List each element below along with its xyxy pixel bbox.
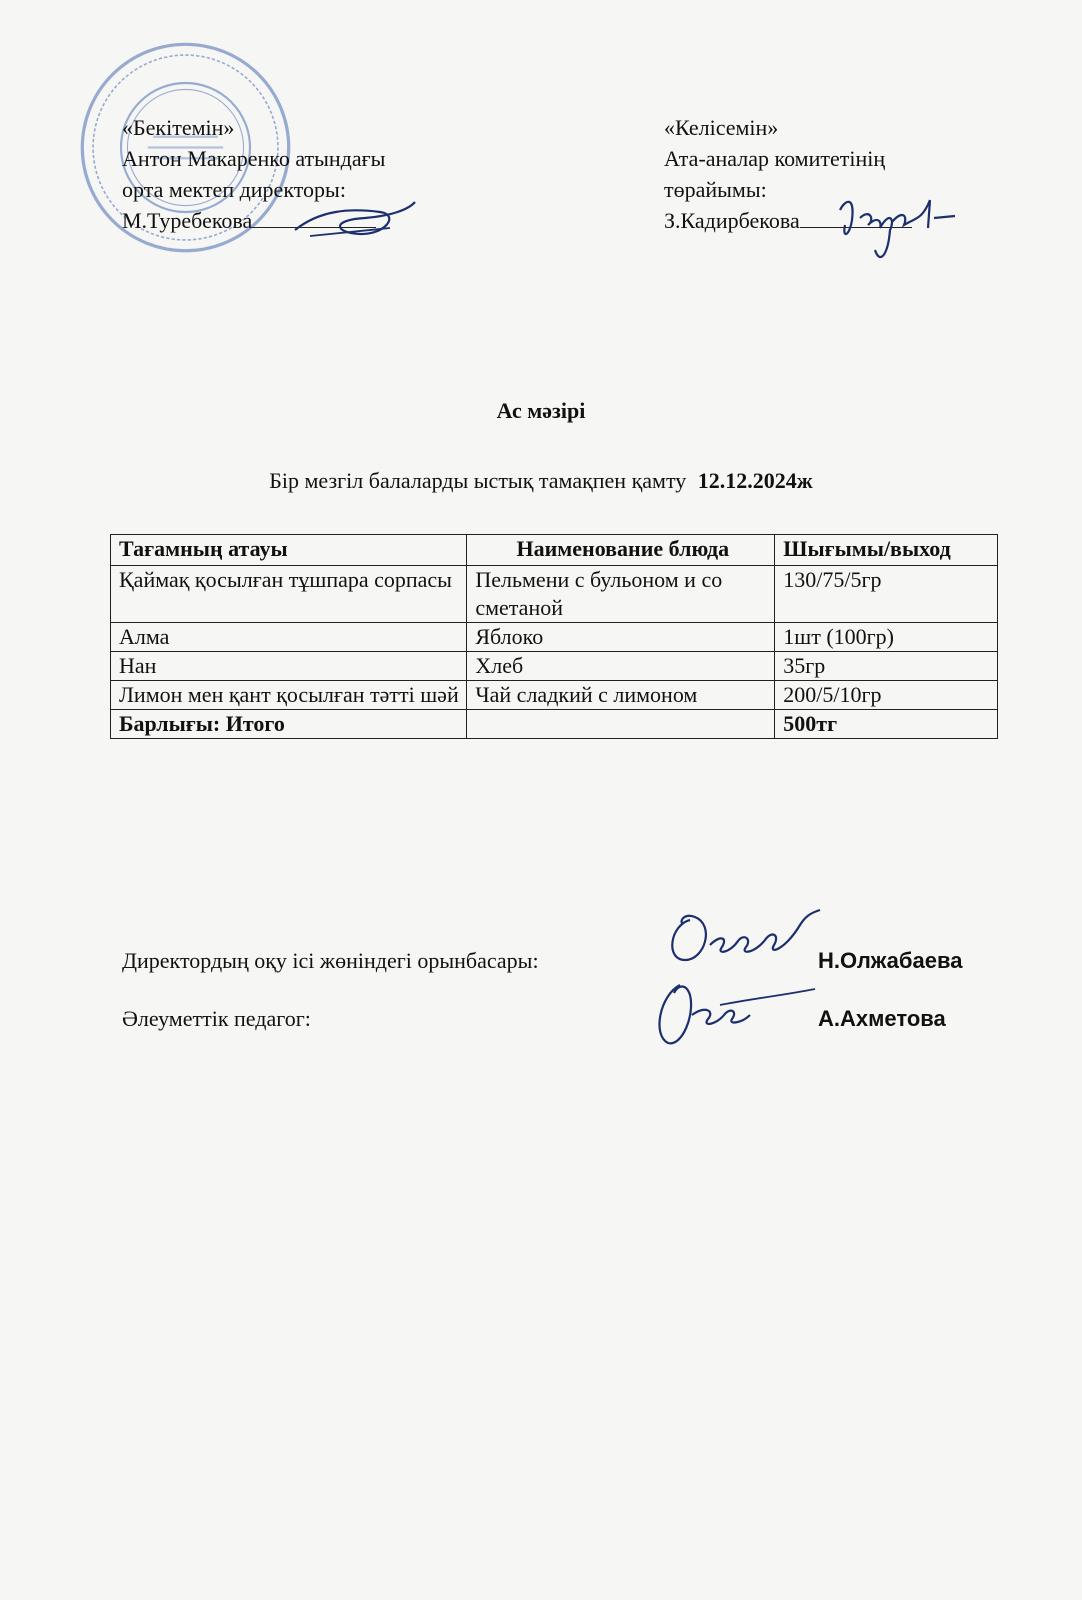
approval-line1-right: Ата-аналар комитетінің [664, 146, 886, 171]
signer-role-deputy: Директордың оқу ісі жөніндегі орынбасары: [122, 948, 539, 973]
cell-output: 1шт (100гр) [775, 623, 998, 652]
signer-name-deputy: Н.Олжабаева [818, 948, 963, 973]
cell-dish-ru: Пельмени с бульоном и со сметаной [467, 566, 775, 623]
header-dish-ru: Наименование блюда [467, 535, 775, 566]
cell-dish-kz: Алма [111, 623, 467, 652]
approval-line2-left: орта мектеп директоры: [122, 177, 346, 202]
menu-date: 12.12.2024ж [697, 468, 813, 493]
table-total-row [111, 710, 998, 739]
approval-name-right: З.Кадирбекова [664, 208, 800, 233]
cell-dish-kz: Нан [111, 652, 467, 681]
cell-output: 35гр [775, 652, 998, 681]
approval-heading-left: «Бекітемін» [122, 115, 235, 140]
signature-director [290, 190, 420, 250]
approval-line1-left: Антон Макаренко атындағы [122, 146, 386, 171]
approval-name-left: М.Туребекова [122, 208, 253, 233]
table-row [111, 623, 998, 652]
subtitle-text: Бір мезгіл балаларды ыстық тамақпен қамту [269, 468, 687, 493]
approval-heading-right: «Келісемін» [664, 115, 779, 140]
cell-dish-kz: Қаймақ қосылған тұшпара сорпасы [111, 566, 467, 623]
cell-dish-ru: Хлеб [467, 652, 775, 681]
table-row [111, 652, 998, 681]
cell-dish-ru: Яблоко [467, 623, 775, 652]
signature-deputy [660, 905, 830, 975]
signer-name-social-pedagogue: А.Ахметова [818, 1006, 946, 1031]
signature-parent-committee [830, 180, 960, 270]
table-header-row [111, 535, 998, 566]
menu-subtitle [0, 468, 1082, 494]
cell-output: 130/75/5гр [775, 566, 998, 623]
menu-title: Ас мәзірі [496, 398, 586, 423]
total-value: 500тг [775, 710, 998, 739]
approval-line2-right: төрайымы: [664, 177, 767, 202]
total-label: Барлығы: Итого [111, 710, 467, 739]
signer-role-social-pedagogue: Әлеуметтік педагог: [122, 1006, 311, 1031]
signature-social-pedagogue [650, 975, 820, 1050]
menu-table [110, 534, 998, 739]
cell-dish-kz: Лимон мен қант қосылған тәтті шәй [111, 681, 467, 710]
total-empty-cell [467, 710, 775, 739]
cell-dish-ru: Чай сладкий с лимоном [467, 681, 775, 710]
table-row [111, 566, 998, 623]
header-output: Шығымы/выход [775, 535, 998, 566]
table-row [111, 681, 998, 710]
header-dish-kz: Тағамның атауы [111, 535, 467, 566]
cell-output: 200/5/10гр [775, 681, 998, 710]
